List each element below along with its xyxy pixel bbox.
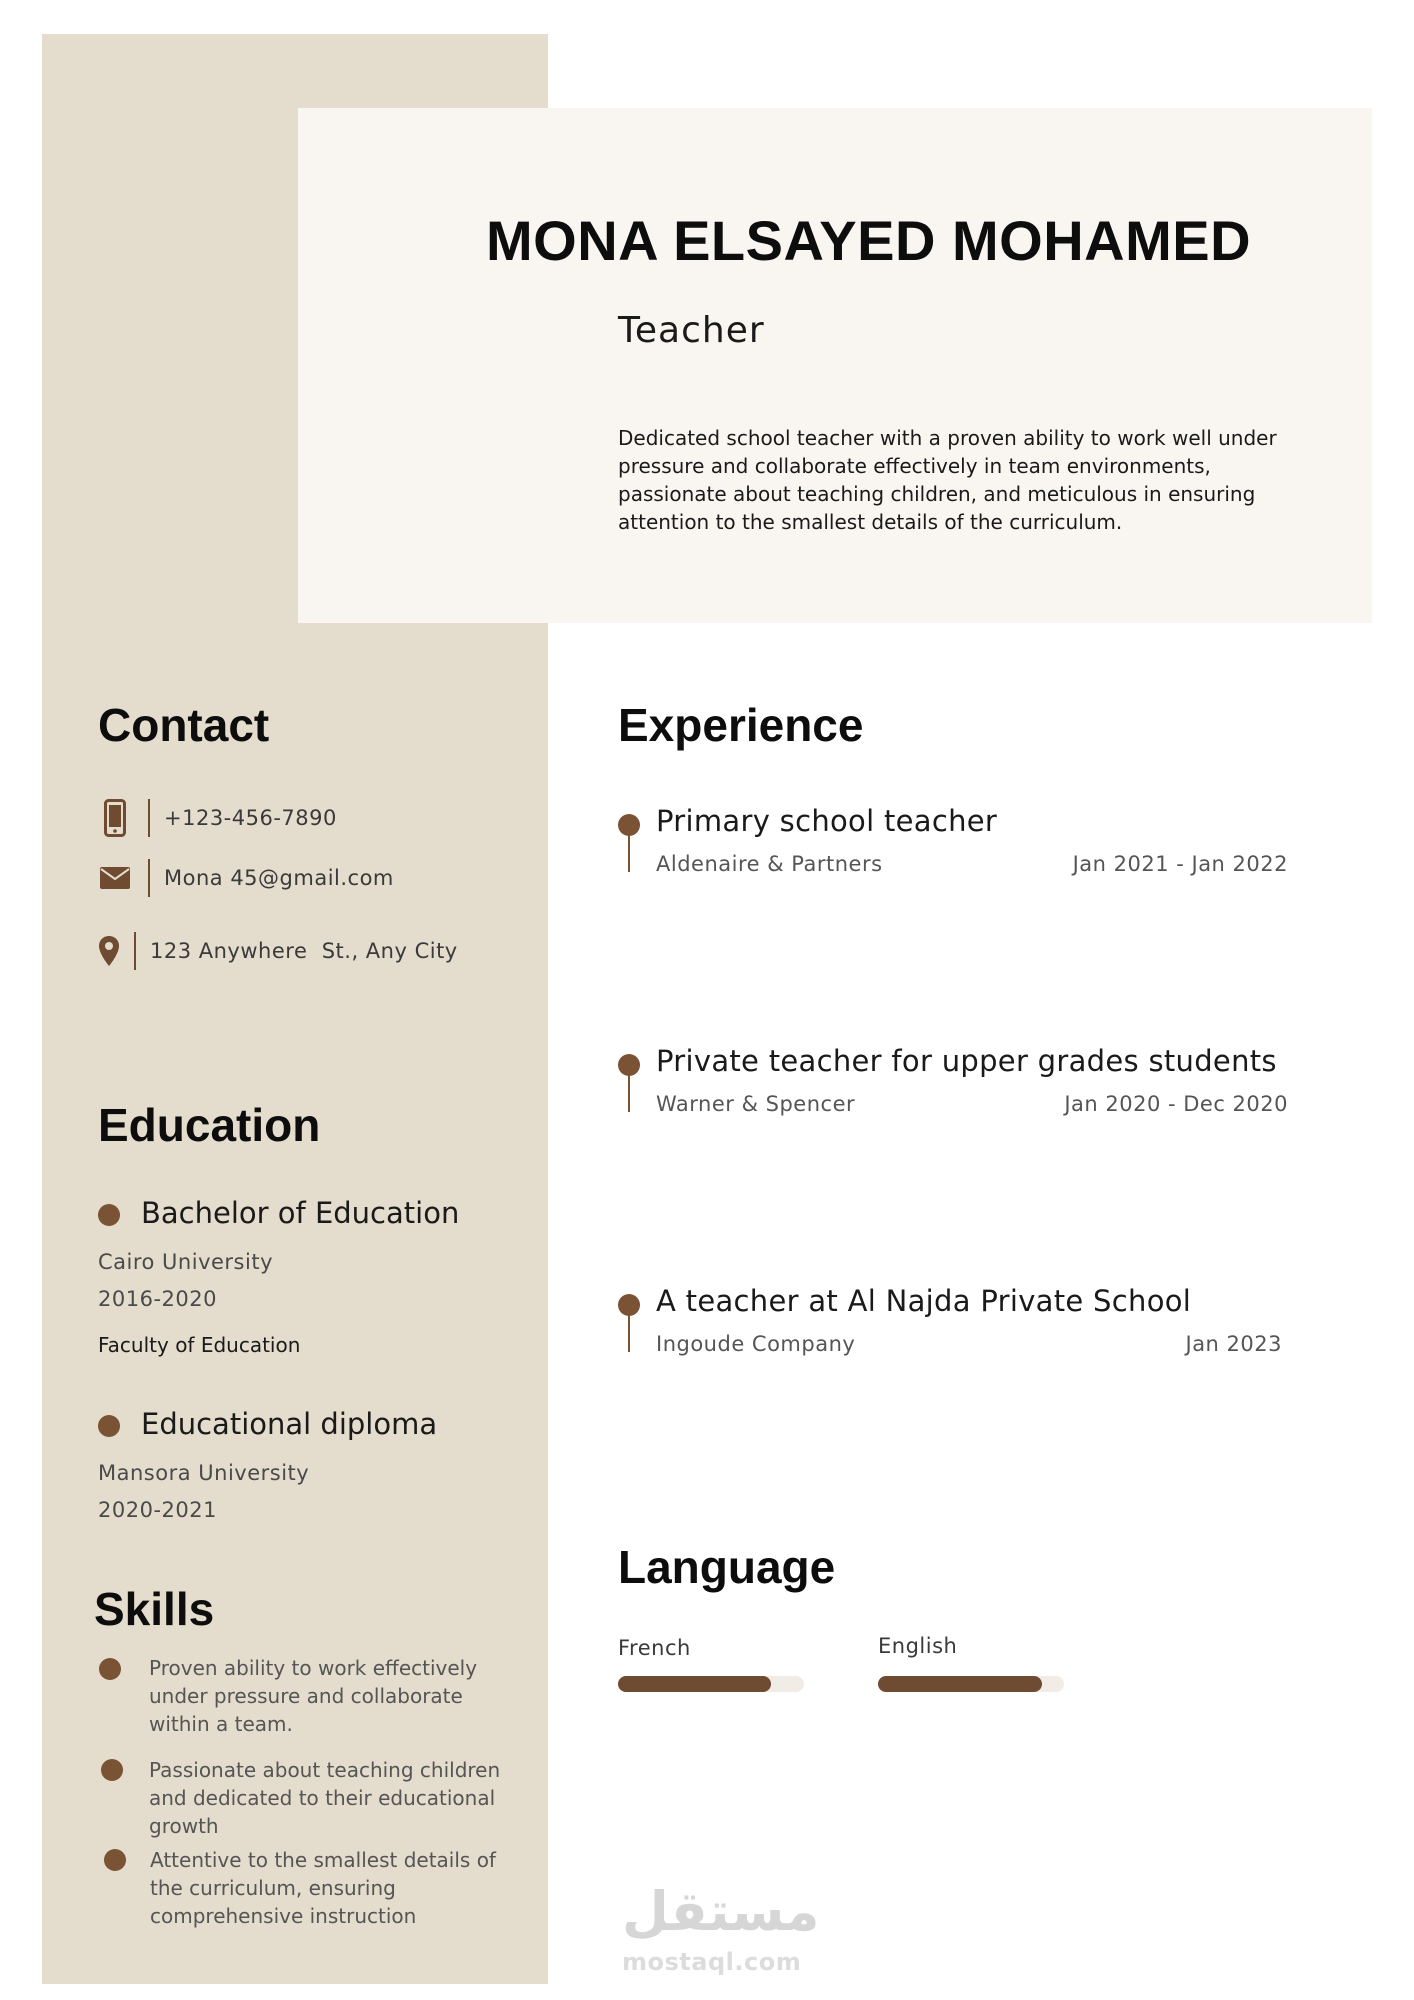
skill-bullet bbox=[104, 1849, 126, 1871]
language-name: English bbox=[878, 1634, 958, 1658]
experience-title: Private teacher for upper grades students bbox=[656, 1044, 1277, 1078]
experience-title: Primary school teacher bbox=[656, 804, 998, 838]
education-school: Mansora University bbox=[98, 1461, 310, 1485]
language-heading: Language bbox=[618, 1541, 836, 1593]
experience-title: A teacher at Al Najda Private School bbox=[656, 1284, 1192, 1318]
skill-item: Proven ability to work effectively under pressure and collaborate within a team. bbox=[149, 1656, 478, 1736]
address: 123 Anywhere St., Any City bbox=[150, 939, 458, 963]
timeline-marker bbox=[618, 814, 642, 874]
experience-dates: Jan 2023 bbox=[1185, 1332, 1282, 1356]
education-heading: Education bbox=[98, 1099, 321, 1151]
mail-icon bbox=[98, 858, 132, 898]
language-level-bar bbox=[618, 1676, 804, 1692]
education-years: 2020-2021 bbox=[98, 1498, 217, 1522]
skill-item: Passionate about teaching children and dedicated to their educational growth bbox=[149, 1758, 501, 1838]
experience-dates: Jan 2020 - Dec 2020 bbox=[1064, 1092, 1288, 1116]
education-years: 2016-2020 bbox=[98, 1287, 217, 1311]
experience-company: Warner & Spencer bbox=[656, 1092, 856, 1116]
separator bbox=[134, 932, 136, 970]
header-card bbox=[298, 108, 1372, 623]
skill-bullet bbox=[99, 1658, 121, 1680]
watermark-logo: مستقل bbox=[622, 1880, 820, 1943]
language-level-fill bbox=[878, 1676, 1042, 1692]
contact-heading: Contact bbox=[98, 699, 270, 751]
education-degree: Bachelor of Education bbox=[141, 1196, 460, 1230]
education-faculty: Faculty of Education bbox=[98, 1333, 301, 1357]
watermark-url: mostaql.com bbox=[622, 1948, 802, 1976]
location-pin-icon bbox=[96, 931, 122, 971]
phone-icon bbox=[98, 798, 132, 838]
skill-item: Attentive to the smallest details of the curriculum, ensuring comprehensive instruction bbox=[150, 1848, 496, 1928]
education-bullet bbox=[98, 1415, 120, 1437]
full-name: MONA ELSAYED MOHAMED bbox=[486, 209, 1252, 272]
contact-phone bbox=[98, 798, 337, 838]
education-school: Cairo University bbox=[98, 1250, 273, 1274]
language-level-fill bbox=[618, 1676, 771, 1692]
phone-number[interactable]: +123-456-7890 bbox=[164, 806, 337, 830]
separator bbox=[148, 859, 150, 897]
experience-company: Ingoude Company bbox=[656, 1332, 856, 1356]
job-title: Teacher bbox=[618, 310, 765, 351]
language-level-bar bbox=[878, 1676, 1064, 1692]
contact-email bbox=[98, 858, 394, 898]
separator bbox=[148, 799, 150, 837]
email-address[interactable]: Mona 45@gmail.com bbox=[164, 866, 394, 890]
experience-company: Aldenaire & Partners bbox=[656, 852, 883, 876]
skill-bullet bbox=[101, 1759, 123, 1781]
timeline-marker bbox=[618, 1294, 642, 1354]
contact-address bbox=[96, 931, 458, 971]
education-bullet bbox=[98, 1204, 120, 1226]
education-degree: Educational diploma bbox=[141, 1407, 438, 1441]
timeline-marker bbox=[618, 1054, 642, 1114]
experience-heading: Experience bbox=[618, 699, 864, 751]
skills-heading: Skills bbox=[94, 1583, 215, 1635]
language-name: French bbox=[618, 1636, 691, 1660]
experience-dates: Jan 2021 - Jan 2022 bbox=[1072, 852, 1288, 876]
profile-summary: Dedicated school teacher with a proven ability to work well under pressure and collaborate effectively in team environments, passionate about teaching children, and meticulous in ensuring attention to the smallest details of the curriculum. bbox=[618, 426, 1277, 534]
